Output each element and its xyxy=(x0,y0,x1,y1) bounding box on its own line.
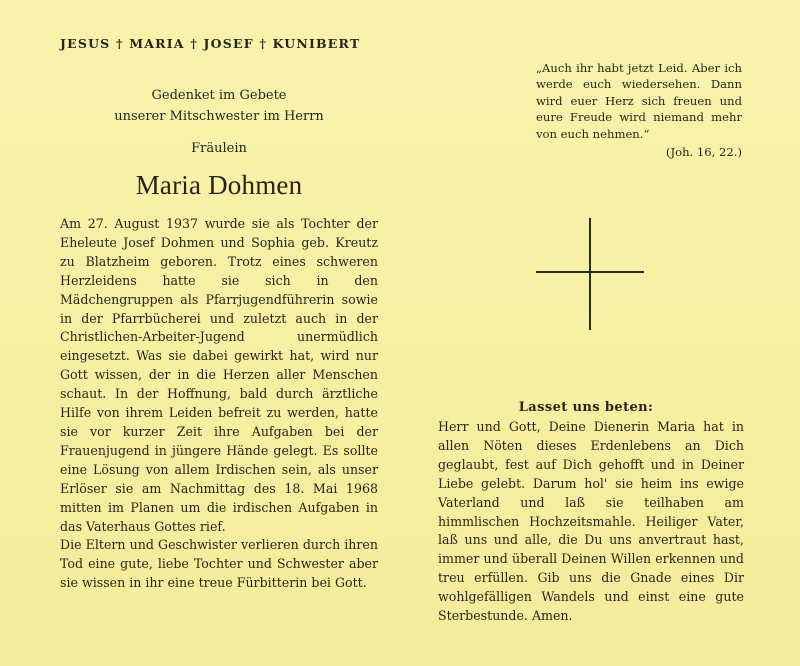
cross-icon xyxy=(536,218,644,330)
prayer-title: Lasset uns beten: xyxy=(518,400,654,415)
biography xyxy=(60,215,378,593)
intro-line-2: unserer Mitschwester im Herrn xyxy=(114,109,324,124)
salutation: Fräulein xyxy=(191,141,247,156)
cross-vertical-bar xyxy=(589,218,591,330)
left-page xyxy=(60,36,378,593)
header-invocation: JESUS † MARIA † JOSEF † KUNIBERT xyxy=(60,36,361,51)
prayer-text: Herr und Gott, Deine Dienerin Maria hat in allen Nöten dieses Erdenlebens an Dich geglaubt, fest auf Dich gehofft und in Deiner Liebe gelebt. Darum hol' sie heim ins ewige Vaterland und laß sie teilhaben am himmlischen Hochzeitsmahle. Heiliger Vater, laß uns und alle, die Du uns anvertraut hast, immer und überall Deinen Willen erkennen und treu erfüllen. Gib uns die Gnade eines Dir wohlgefälligen Wandels und einst eine gute Sterbestunde. Amen. xyxy=(438,419,744,624)
intro-line-1: Gedenket im Gebete xyxy=(151,88,287,103)
cross-horizontal-bar xyxy=(536,271,644,273)
quote-reference: (Joh. 16, 22.) xyxy=(665,145,742,160)
bio-paragraph-1: Am 27. August 1937 wurde sie als Tochter der Eheleute Josef Dohmen und Sophia geb. Kreutz zu Blatzheim geboren. Trotz eines schweren Herzleidens hatte sie sich in den Mädchengruppen als Pfarrjugendführerin sowie in der Pfarrbücherei und zuletzt auch in der Christlichen-Arbeiter-Jugend unermüdlich eingesetzt. Was sie dabei gewirkt hat, wird nur Gott wissen, der in die Herzen aller Menschen schaut. In der Hoffnung, bald durch ärztliche Hilfe von ihrem Leiden befreit zu werden, hatte sie vor kurzer Zeit ihre Aufgaben bei der Frauenjugend in jüngere Hände gelegt. Es sollte eine Lösung von allem Irdischen sein, als unser Erlöser sie am Nachmittag des 18. Mai 1968 mitten im Planen um die irdischen Aufgaben in das Vaterhaus Gottes rief. xyxy=(60,216,378,534)
scripture-quote xyxy=(536,60,742,160)
right-page xyxy=(428,60,744,624)
quote-text: „Auch ihr habt jetzt Leid. Aber ich werde euch wiedersehen. Dann wird euer Herz sich freuen und eure Freude wird niemand mehr von euch nehmen.“ xyxy=(536,61,742,141)
bio-paragraph-2: Die Eltern und Geschwister verlieren durch ihren Tod eine gute, liebe Tochter und Schwester aber sie wissen in ihr eine treue Fürbitterin bei Gott. xyxy=(60,537,378,591)
deceased-name: Maria Dohmen xyxy=(135,170,303,200)
intro-block xyxy=(60,85,378,127)
